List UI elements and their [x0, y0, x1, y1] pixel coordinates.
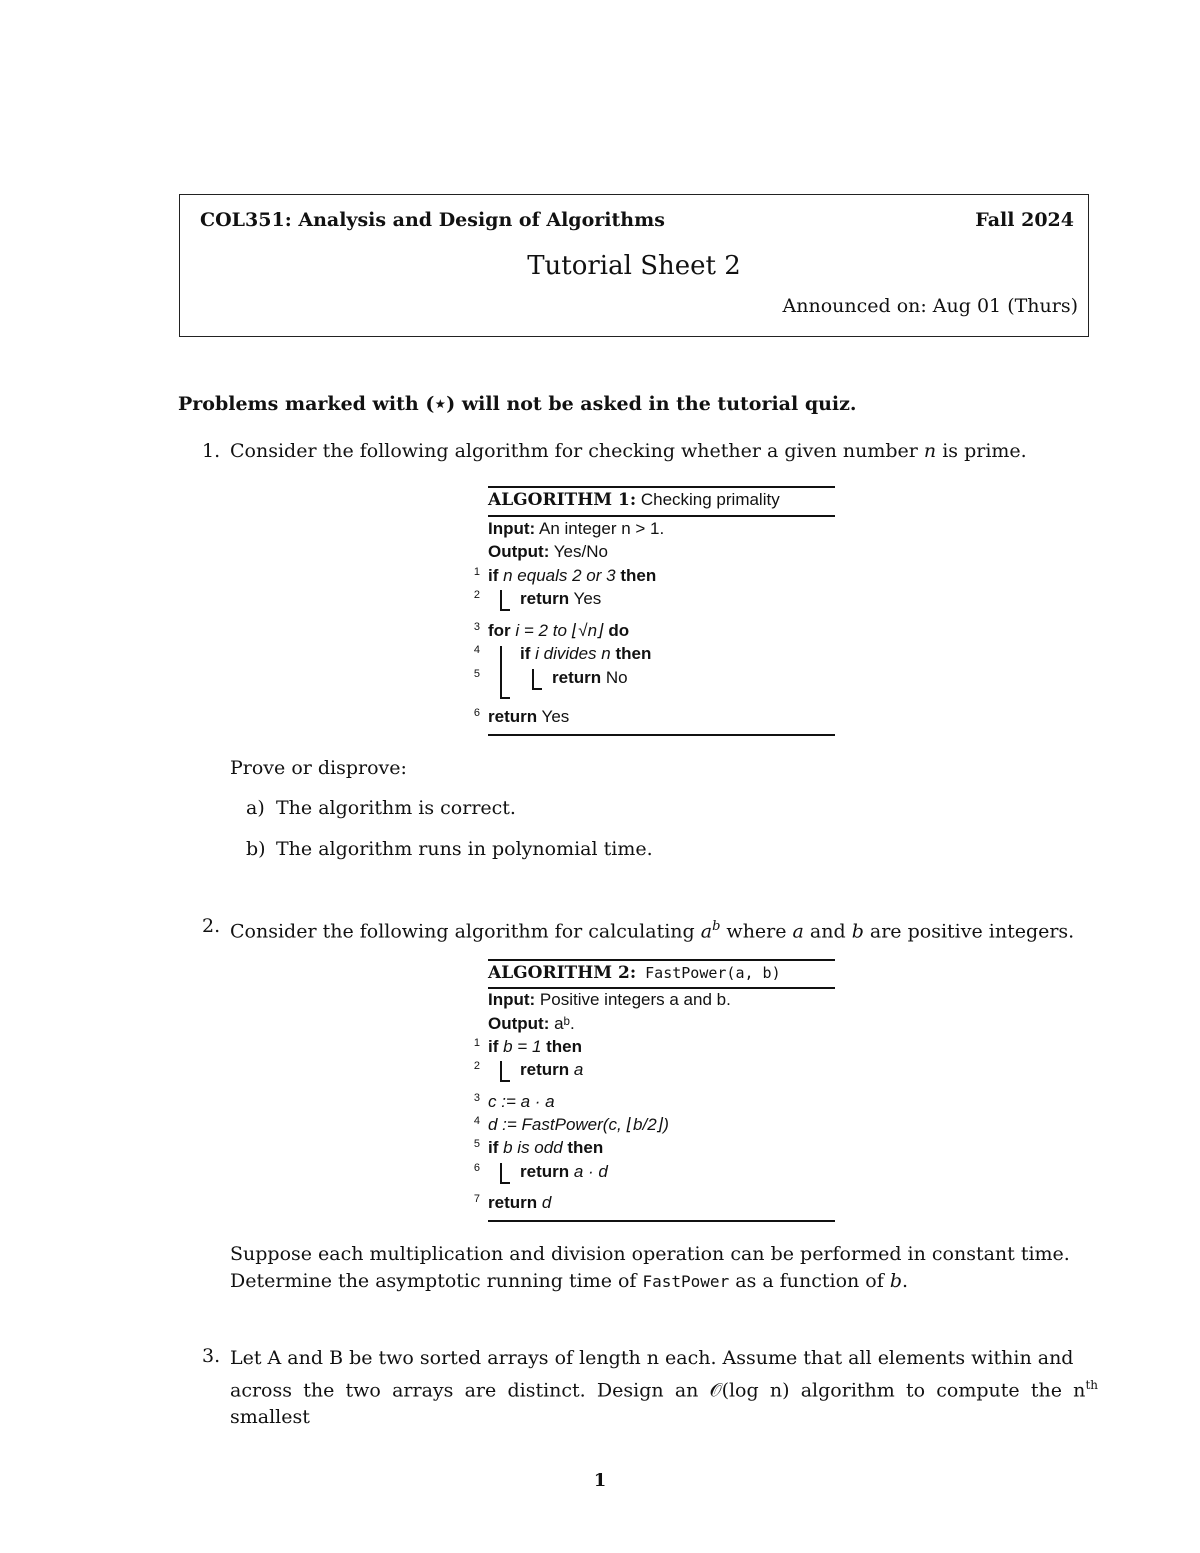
line-number: 1: [473, 566, 480, 578]
line-number: 4: [473, 1115, 480, 1127]
algo-input: [488, 519, 664, 539]
line-body: a · d: [569, 1162, 608, 1181]
input-label: Input:: [488, 990, 536, 1009]
block-bar: [532, 669, 534, 689]
statement-part: Consider the following algorithm for checking whether a given number: [230, 440, 924, 462]
line-body: Yes: [569, 589, 602, 608]
line-body: n equals 2 or 3: [498, 566, 621, 585]
block-foot: [500, 1182, 510, 1184]
algo-line: [473, 1162, 608, 1182]
sheet-title: Tutorial Sheet 2: [527, 251, 741, 281]
problem-3-paragraph: [230, 1345, 1098, 1431]
input-label: Input:: [488, 519, 536, 538]
keyword: return: [520, 1162, 570, 1181]
output-text: Yes/No: [549, 542, 608, 561]
keyword: do: [608, 621, 630, 640]
keyword: return: [488, 1193, 538, 1212]
algo-input: [488, 990, 731, 1010]
keyword: for: [488, 621, 511, 640]
line-body: No: [601, 668, 628, 687]
line-number: 3: [473, 621, 480, 633]
keyword: if: [488, 1037, 499, 1056]
mid-rule: [488, 987, 835, 989]
keyword: return: [520, 589, 570, 608]
line-number: 2: [473, 589, 480, 601]
output-label: Output:: [488, 542, 550, 561]
line-body: c := a · a: [488, 1092, 555, 1111]
statement-var: n: [923, 440, 937, 462]
bottom-rule: [488, 1220, 835, 1222]
algo-line: [473, 707, 570, 727]
line-number: 4: [473, 644, 480, 656]
top-rule: [488, 959, 835, 961]
line-number: 6: [473, 707, 480, 719]
line-body: d: [537, 1193, 552, 1212]
algo-line: [473, 1060, 584, 1080]
algo-line: [473, 1115, 669, 1135]
problem-statement: [230, 915, 1074, 942]
course-title: COL351: Analysis and Design of Algorithms: [200, 209, 665, 231]
header-box: [179, 194, 1089, 337]
keyword: if: [488, 1138, 499, 1157]
line-body: b = 1: [498, 1037, 547, 1056]
paragraph-line: [230, 1268, 1098, 1295]
block-bar: [500, 1061, 502, 1081]
keyword: return: [520, 1060, 570, 1079]
caption-label: ALGORITHM 1:: [488, 490, 637, 510]
paragraph-part: .: [901, 1270, 909, 1292]
algo-output: [488, 1014, 575, 1034]
algo-line: [473, 1037, 583, 1057]
line-number: 5: [473, 1138, 480, 1150]
quiz-note: Problems marked with (⋆) will not be asked in the tutorial quiz.: [178, 393, 857, 415]
problem-number: 3.: [202, 1345, 221, 1367]
paragraph-line: Suppose each multiplication and division operation can be performed in constant time.: [230, 1243, 1070, 1265]
algorithm-caption: [488, 963, 781, 983]
paragraph-line: [230, 1372, 1098, 1431]
algo-line: [473, 644, 652, 664]
algorithm-1-box: [473, 486, 835, 738]
algo-line: [473, 668, 628, 688]
algo-line: [473, 566, 657, 586]
statement-part: is prime.: [936, 440, 1027, 462]
line-number: 7: [473, 1193, 480, 1205]
part-label: b): [246, 838, 266, 860]
caption-text: Checking primality: [636, 490, 780, 509]
algo-line: [473, 621, 630, 641]
line-body: Yes: [537, 707, 570, 726]
output-label: Output:: [488, 1014, 550, 1033]
mid-rule: [488, 515, 835, 517]
statement-part: are positive integers.: [863, 920, 1075, 943]
keyword: then: [615, 644, 652, 663]
line-body: i divides n: [530, 644, 616, 663]
keyword: then: [546, 1037, 583, 1056]
algo-output: [488, 542, 608, 562]
paragraph-part: as a function of: [729, 1270, 890, 1292]
part-text: The algorithm runs in polynomial time.: [276, 838, 653, 860]
line-body: d := FastPower(c, ⌊b/2⌋): [488, 1115, 669, 1134]
statement-var: a: [792, 920, 804, 943]
keyword: then: [620, 566, 657, 585]
statement-var: a: [700, 920, 713, 943]
line-number: 3: [473, 1092, 480, 1104]
prove-label: Prove or disprove:: [230, 757, 407, 779]
part-text: The algorithm is correct.: [276, 797, 516, 819]
algorithm-2-box: [473, 959, 835, 1225]
algo-line: [473, 1138, 604, 1158]
top-rule: [488, 486, 835, 488]
statement-part: where: [720, 920, 793, 943]
line-body: i = 2 to ⌊√n⌋: [510, 621, 609, 640]
block-foot: [532, 688, 542, 690]
algorithm-caption: [488, 490, 780, 510]
output-text: aᵇ.: [549, 1014, 575, 1033]
algo-line: [473, 1092, 555, 1112]
block-foot: [500, 697, 510, 699]
paragraph-part: smallest: [230, 1406, 310, 1429]
statement-var: b: [889, 1270, 902, 1292]
caption-text: FastPower(a, b): [636, 964, 781, 982]
line-number: 5: [473, 668, 480, 680]
keyword: return: [552, 668, 602, 687]
statement-var: b: [851, 920, 864, 943]
superscript: th: [1085, 1378, 1098, 1392]
problem-2-paragraph: [230, 1241, 1098, 1295]
part-label: a): [246, 797, 265, 819]
keyword: if: [520, 644, 531, 663]
statement-var: b: [712, 919, 721, 934]
input-text: An integer n > 1.: [535, 519, 665, 538]
term: Fall 2024: [975, 209, 1074, 231]
statement-part: Consider the following algorithm for calculating: [230, 920, 701, 943]
line-number: 1: [473, 1037, 480, 1049]
paragraph-line: Let A and B be two sorted arrays of length n each. Assume that all elements within and: [230, 1347, 1074, 1369]
block-bar: [500, 1163, 502, 1183]
page-number: 1: [593, 1470, 607, 1491]
statement-part: and: [803, 920, 852, 943]
code-term: FastPower: [642, 1272, 730, 1291]
algo-line: [473, 1193, 552, 1213]
keyword: then: [567, 1138, 604, 1157]
caption-label: ALGORITHM 2:: [488, 963, 637, 983]
problem-statement: [230, 440, 1027, 462]
announced-date: Announced on: Aug 01 (Thurs): [782, 295, 1078, 317]
keyword: if: [488, 566, 499, 585]
block-bar: [500, 646, 502, 698]
problem-number: 1.: [202, 440, 221, 462]
algo-line: [473, 589, 602, 609]
paragraph-part: Determine the asymptotic running time of: [230, 1270, 643, 1292]
line-number: 6: [473, 1162, 480, 1174]
keyword: return: [488, 707, 538, 726]
problem-number: 2.: [202, 915, 221, 937]
line-body: b is odd: [498, 1138, 568, 1157]
input-text: Positive integers a and b.: [535, 990, 731, 1009]
bottom-rule: [488, 734, 835, 736]
line-body: a: [569, 1060, 584, 1079]
line-number: 2: [473, 1060, 480, 1072]
paragraph-part: across the two arrays are distinct. Design an 𝒪(log n) algorithm to compute the n: [230, 1379, 1086, 1402]
block-foot: [500, 1080, 510, 1082]
block-foot: [500, 609, 510, 611]
block-bar: [500, 590, 502, 610]
